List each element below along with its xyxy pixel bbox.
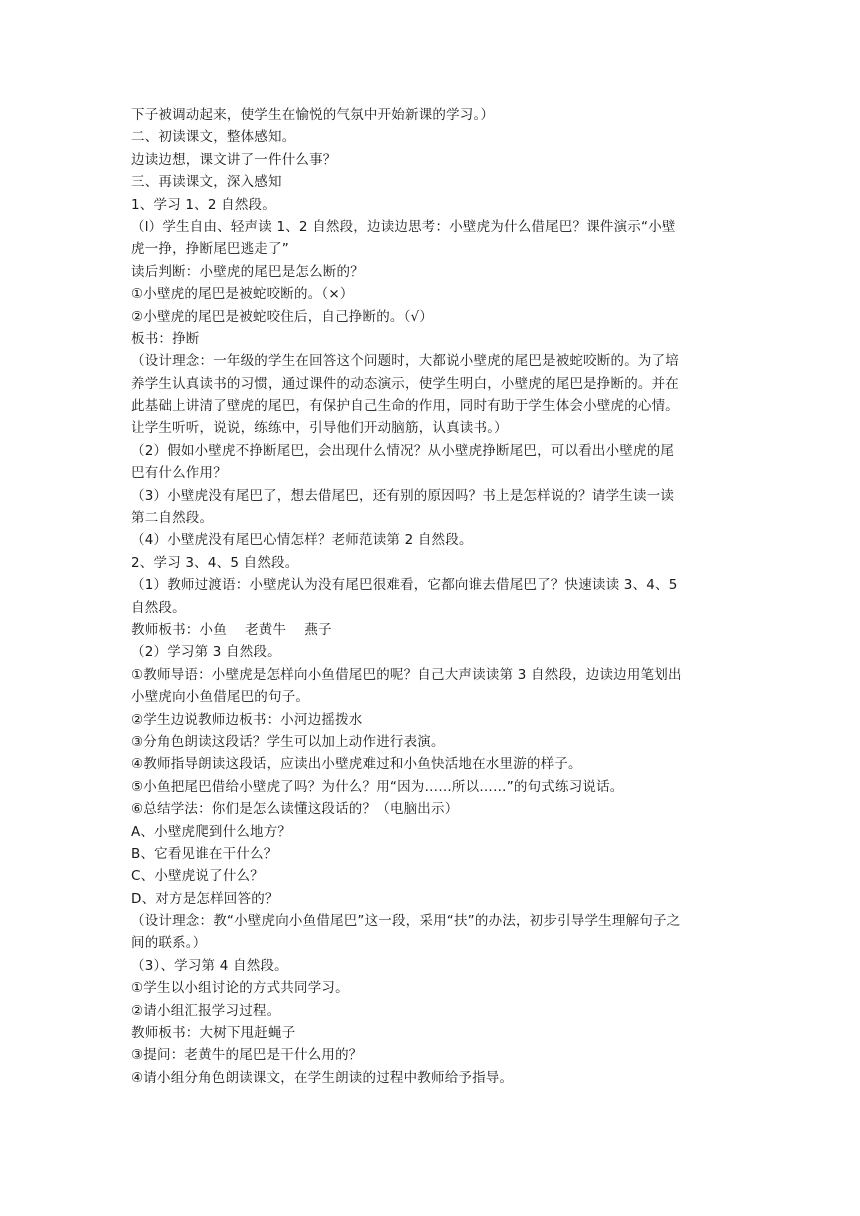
document-body (131, 104, 731, 1089)
text-line: ④请小组分角色朗读课文，在学生朗读的过程中教师给予指导。 (131, 1069, 514, 1086)
text-line: 间的联系。） (131, 935, 207, 952)
text-line: ①学生以小组讨论的方式共同学习。 (131, 980, 349, 997)
text-line: 边读边想，课文讲了一件什么事？ (131, 151, 337, 168)
text-line: C、小壁虎说了什么？ (131, 868, 264, 885)
text-line: （设计理念：一年级的学生在回答这个问题时，大都说小壁虎的尾巴是被蛇咬断的。为了培 (131, 353, 679, 370)
text-line: （1）教师过渡语：小壁虎认为没有尾巴很难看，它都向谁去借尾巴了？快速读读 3、4、5 (131, 577, 678, 594)
text-line: ③分角色朗读这段话？学生可以加上动作进行表演。 (131, 733, 445, 750)
text-line: 第二自然段。 (131, 510, 214, 527)
text-line: ③提问：老黄牛的尾巴是干什么用的？ (131, 1047, 363, 1064)
text-line: A、小壁虎爬到什么地方？ (131, 823, 292, 840)
text-line: 虎一挣，挣断尾巴逃走了” (131, 241, 289, 258)
text-line: 下子被调动起来，使学生在愉悦的气氛中开始新课的学习。） (131, 107, 495, 123)
text-line: （2）学习第 3 自然段。 (131, 644, 281, 661)
text-line: 小壁虎向小鱼借尾巴的句子。 (131, 689, 310, 706)
text-line: 巴有什么作用？ (131, 465, 227, 482)
text-line: ②小壁虎的尾巴是被蛇咬住后，自己挣断的。（√） (131, 308, 434, 325)
text-line: （2）假如小壁虎不挣断尾巴，会出现什么情况？从小壁虎挣断尾巴，可以看出小壁虎的尾 (131, 442, 675, 459)
text-line: 此基础上讲清了壁虎的尾巴，有保护自己生命的作用，同时有助于学生体会小壁虎的心情。 (131, 398, 679, 415)
text-line: 板书：挣断 (131, 330, 200, 347)
text-line: （3）小壁虎没有尾巴了，想去借尾巴，还有别的原因吗？书上是怎样说的？请学生读一读 (131, 487, 675, 504)
text-line: （3）、学习第 4 自然段。 (131, 957, 288, 974)
text-line: B、它看见谁在干什么？ (131, 845, 278, 862)
text-line: ⑥总结学法：你们是怎么读懂这段话的？（电脑出示） (131, 801, 459, 818)
text-line: ④教师指导朗读这段话，应读出小壁虎难过和小鱼快活地在水里游的样子。 (131, 756, 582, 773)
text-line: （设计理念：教“小壁虎向小鱼借尾巴”这一段，采用“扶”的办法，初步引导学生理解句子之 (131, 913, 681, 930)
text-line: 教师板书：大树下甩赶蝇子 (131, 1025, 296, 1042)
text-line: ①教师导语：小壁虎是怎样向小鱼借尾巴的呢？自己大声读读第 3 自然段，边读边用笔划出 (131, 666, 682, 683)
text-line: 读后判断：小壁虎的尾巴是怎么断的？ (131, 263, 364, 280)
text-line: 2、学习 3、4、5 自然段。 (131, 554, 299, 571)
text-line: （4）小壁虎没有尾巴心情怎样？老师范读第 2 自然段。 (131, 532, 473, 549)
text-line: 养学生认真读书的习惯，通过课件的动态演示，使学生明白，小壁虎的尾巴是挣断的。并在 (131, 375, 679, 392)
text-line: 三、再读课文，深入感知 (131, 174, 282, 191)
text-line: 自然段。 (131, 599, 186, 616)
text-line: 让学生听听，说说，练练中，引导他们开动脑筋，认真读书。） (131, 420, 508, 437)
text-line: ⑤小鱼把尾巴借给小壁虎了吗？为什么？用“因为……所以……”的句式练习说话。 (131, 778, 624, 795)
text-line: 1、学习 1、2 自然段。 (131, 196, 276, 213)
text-line: ②学生边说教师边板书：小河边摇拨水 (131, 711, 363, 728)
text-line: （l）学生自由、轻声读 1、2 自然段，边读边思考：小壁虎为什么借尾巴？课件演示“小壁 (131, 218, 676, 235)
text-line: ①小壁虎的尾巴是被蛇咬断的。（×） (131, 286, 354, 303)
text-line: 教师板书：小鱼 老黄牛 燕子 (131, 621, 332, 638)
text-line: 二、初读课文，整体感知。 (131, 129, 296, 146)
text-line: D、对方是怎样回答的？ (131, 890, 279, 907)
text-line: ②请小组汇报学习过程。 (131, 1002, 281, 1019)
